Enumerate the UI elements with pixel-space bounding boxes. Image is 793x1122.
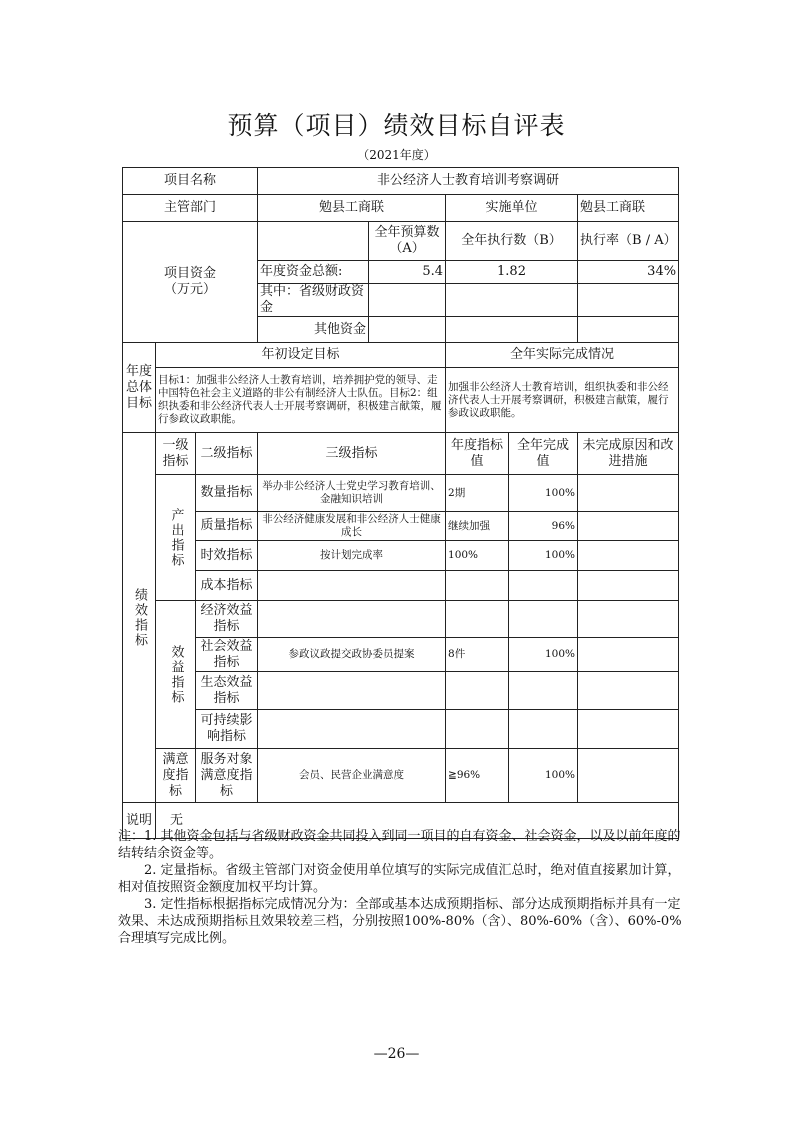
remark-label: 说明	[123, 803, 156, 839]
reason	[578, 475, 679, 512]
impl-value: 勉县工商联	[578, 195, 679, 222]
col-exec: 全年执行数（B）	[446, 222, 578, 261]
target: 2期	[446, 475, 509, 512]
l2: 社会效益指标	[196, 638, 258, 672]
l3: 会员、民营企业满意度	[258, 749, 446, 803]
goals-label: 年度总体目标	[123, 343, 156, 433]
target: 100%	[446, 541, 509, 571]
group-benefit	[156, 601, 196, 749]
done	[509, 601, 578, 638]
l2: 质量指标	[196, 512, 258, 541]
dept-value: 勉县工商联	[258, 195, 446, 222]
group-output	[156, 475, 196, 601]
target: 继续加强	[446, 512, 509, 541]
target	[446, 601, 509, 638]
actual-goals: 加强非公经济人士教育培训，组织执委和非公经济代表人士开展考察调研，积极建言献策，履行参政议政职能。	[446, 368, 679, 433]
reason	[578, 541, 679, 571]
target: ≧96%	[446, 749, 509, 803]
perf-label	[123, 433, 156, 803]
done: 100%	[509, 638, 578, 672]
funds-blank-header	[258, 222, 369, 261]
reason	[578, 512, 679, 541]
impl-label: 实施单位	[446, 195, 578, 222]
page-title: 预算（项目）绩效目标自评表	[227, 111, 566, 140]
done: 100%	[509, 475, 578, 512]
done: 100%	[509, 749, 578, 803]
col-rate: 执行率（B / A）	[578, 222, 679, 261]
project-name-label: 项目名称	[123, 168, 258, 195]
remark: 无	[156, 803, 679, 839]
note-2: 2. 定量指标。省级主管部门对资金使用单位填写的实际完成值汇总时，绝对值直接累加计算，相对值按照资金额度加权平均计算。	[118, 863, 681, 895]
l3	[258, 571, 446, 601]
year-label: （2021年度）	[357, 148, 436, 162]
l2: 可持续影响指标	[196, 710, 258, 749]
self-evaluation-table	[122, 167, 679, 839]
target	[446, 710, 509, 749]
header-done: 全年完成值	[509, 433, 578, 475]
l3	[258, 710, 446, 749]
header-target: 年度指标值	[446, 433, 509, 475]
funds-row-label: 其他资金	[258, 317, 369, 343]
perf-label-text: 绩效指标	[132, 587, 147, 648]
header-l2: 二级指标	[196, 433, 258, 475]
header-reason: 未完成原因和改进措施	[578, 433, 679, 475]
l2: 服务对象满意度指标	[196, 749, 258, 803]
dept-label: 主管部门	[123, 195, 258, 222]
funds-budget: 5.4	[369, 261, 446, 284]
notes	[118, 828, 688, 947]
funds-exec: 1.82	[446, 261, 578, 284]
reason	[578, 638, 679, 672]
funds-budget	[369, 317, 446, 343]
funds-rate: 34%	[578, 261, 679, 284]
target: 8件	[446, 638, 509, 672]
note-1: 注：1. 其他资金包括与省级财政资金共同投入到同一项目的自有资金、社会资金，以及以前年度的结转结余资金等。	[118, 829, 681, 861]
funds-exec	[446, 284, 578, 317]
note-3: 3. 定性指标根据指标完成情况分为：全部或基本达成预期指标、部分达成预期指标并具有一定效果、未达成预期指标且效果较差三档，分别按照100%-80%（含）、80%-60%（含）、60%-0%合理填写完成比例。	[118, 897, 682, 946]
done	[509, 571, 578, 601]
l3	[258, 672, 446, 710]
done: 96%	[509, 512, 578, 541]
group-benefit-text: 效益指标	[168, 644, 184, 705]
actual-header: 全年实际完成情况	[446, 343, 679, 368]
target	[446, 672, 509, 710]
planned-header: 年初设定目标	[156, 343, 446, 368]
funds-label-line1: 项目资金	[164, 266, 217, 281]
reason	[578, 749, 679, 803]
funds-row-label: 年度资金总额:	[258, 261, 369, 284]
l2: 时效指标	[196, 541, 258, 571]
l2: 经济效益指标	[196, 601, 258, 638]
funds-rate	[578, 284, 679, 317]
planned-goals: 目标1：加强非公经济人士教育培训，培养拥护党的领导、走中国特色社会主义道路的非公有制经济人士队伍。目标2：组织执委和非公经济代表人士开展考察调研，积极建言献策，履行参政议政职能。	[156, 368, 446, 433]
reason	[578, 710, 679, 749]
group-satisfaction: 满意度指标	[156, 749, 196, 803]
funds-rate	[578, 317, 679, 343]
funds-label	[123, 222, 258, 343]
header-l1: 一级指标	[156, 433, 196, 475]
reason	[578, 601, 679, 638]
done: 100%	[509, 541, 578, 571]
funds-exec	[446, 317, 578, 343]
funds-label-line2: （万元）	[164, 282, 217, 297]
project-name: 非公经济人士教育培训考察调研	[258, 168, 679, 195]
group-output-text: 产出指标	[168, 507, 184, 568]
funds-row-label: 其中：省级财政资金	[258, 284, 369, 317]
reason	[578, 672, 679, 710]
col-budget: 全年预算数（A）	[369, 222, 446, 261]
l2: 数量指标	[196, 475, 258, 512]
l3: 参政议政提交政协委员提案	[258, 638, 446, 672]
l2: 生态效益指标	[196, 672, 258, 710]
l3: 举办非公经济人士党史学习教育培训、金融知识培训	[258, 475, 446, 512]
reason	[578, 571, 679, 601]
done	[509, 672, 578, 710]
target	[446, 571, 509, 601]
l3: 非公经济健康发展和非公经济人士健康成长	[258, 512, 446, 541]
l3	[258, 601, 446, 638]
header-l3: 三级指标	[258, 433, 446, 475]
funds-budget	[369, 284, 446, 317]
done	[509, 710, 578, 749]
l3: 按计划完成率	[258, 541, 446, 571]
page-number: —26—	[373, 1046, 420, 1062]
l2: 成本指标	[196, 571, 258, 601]
